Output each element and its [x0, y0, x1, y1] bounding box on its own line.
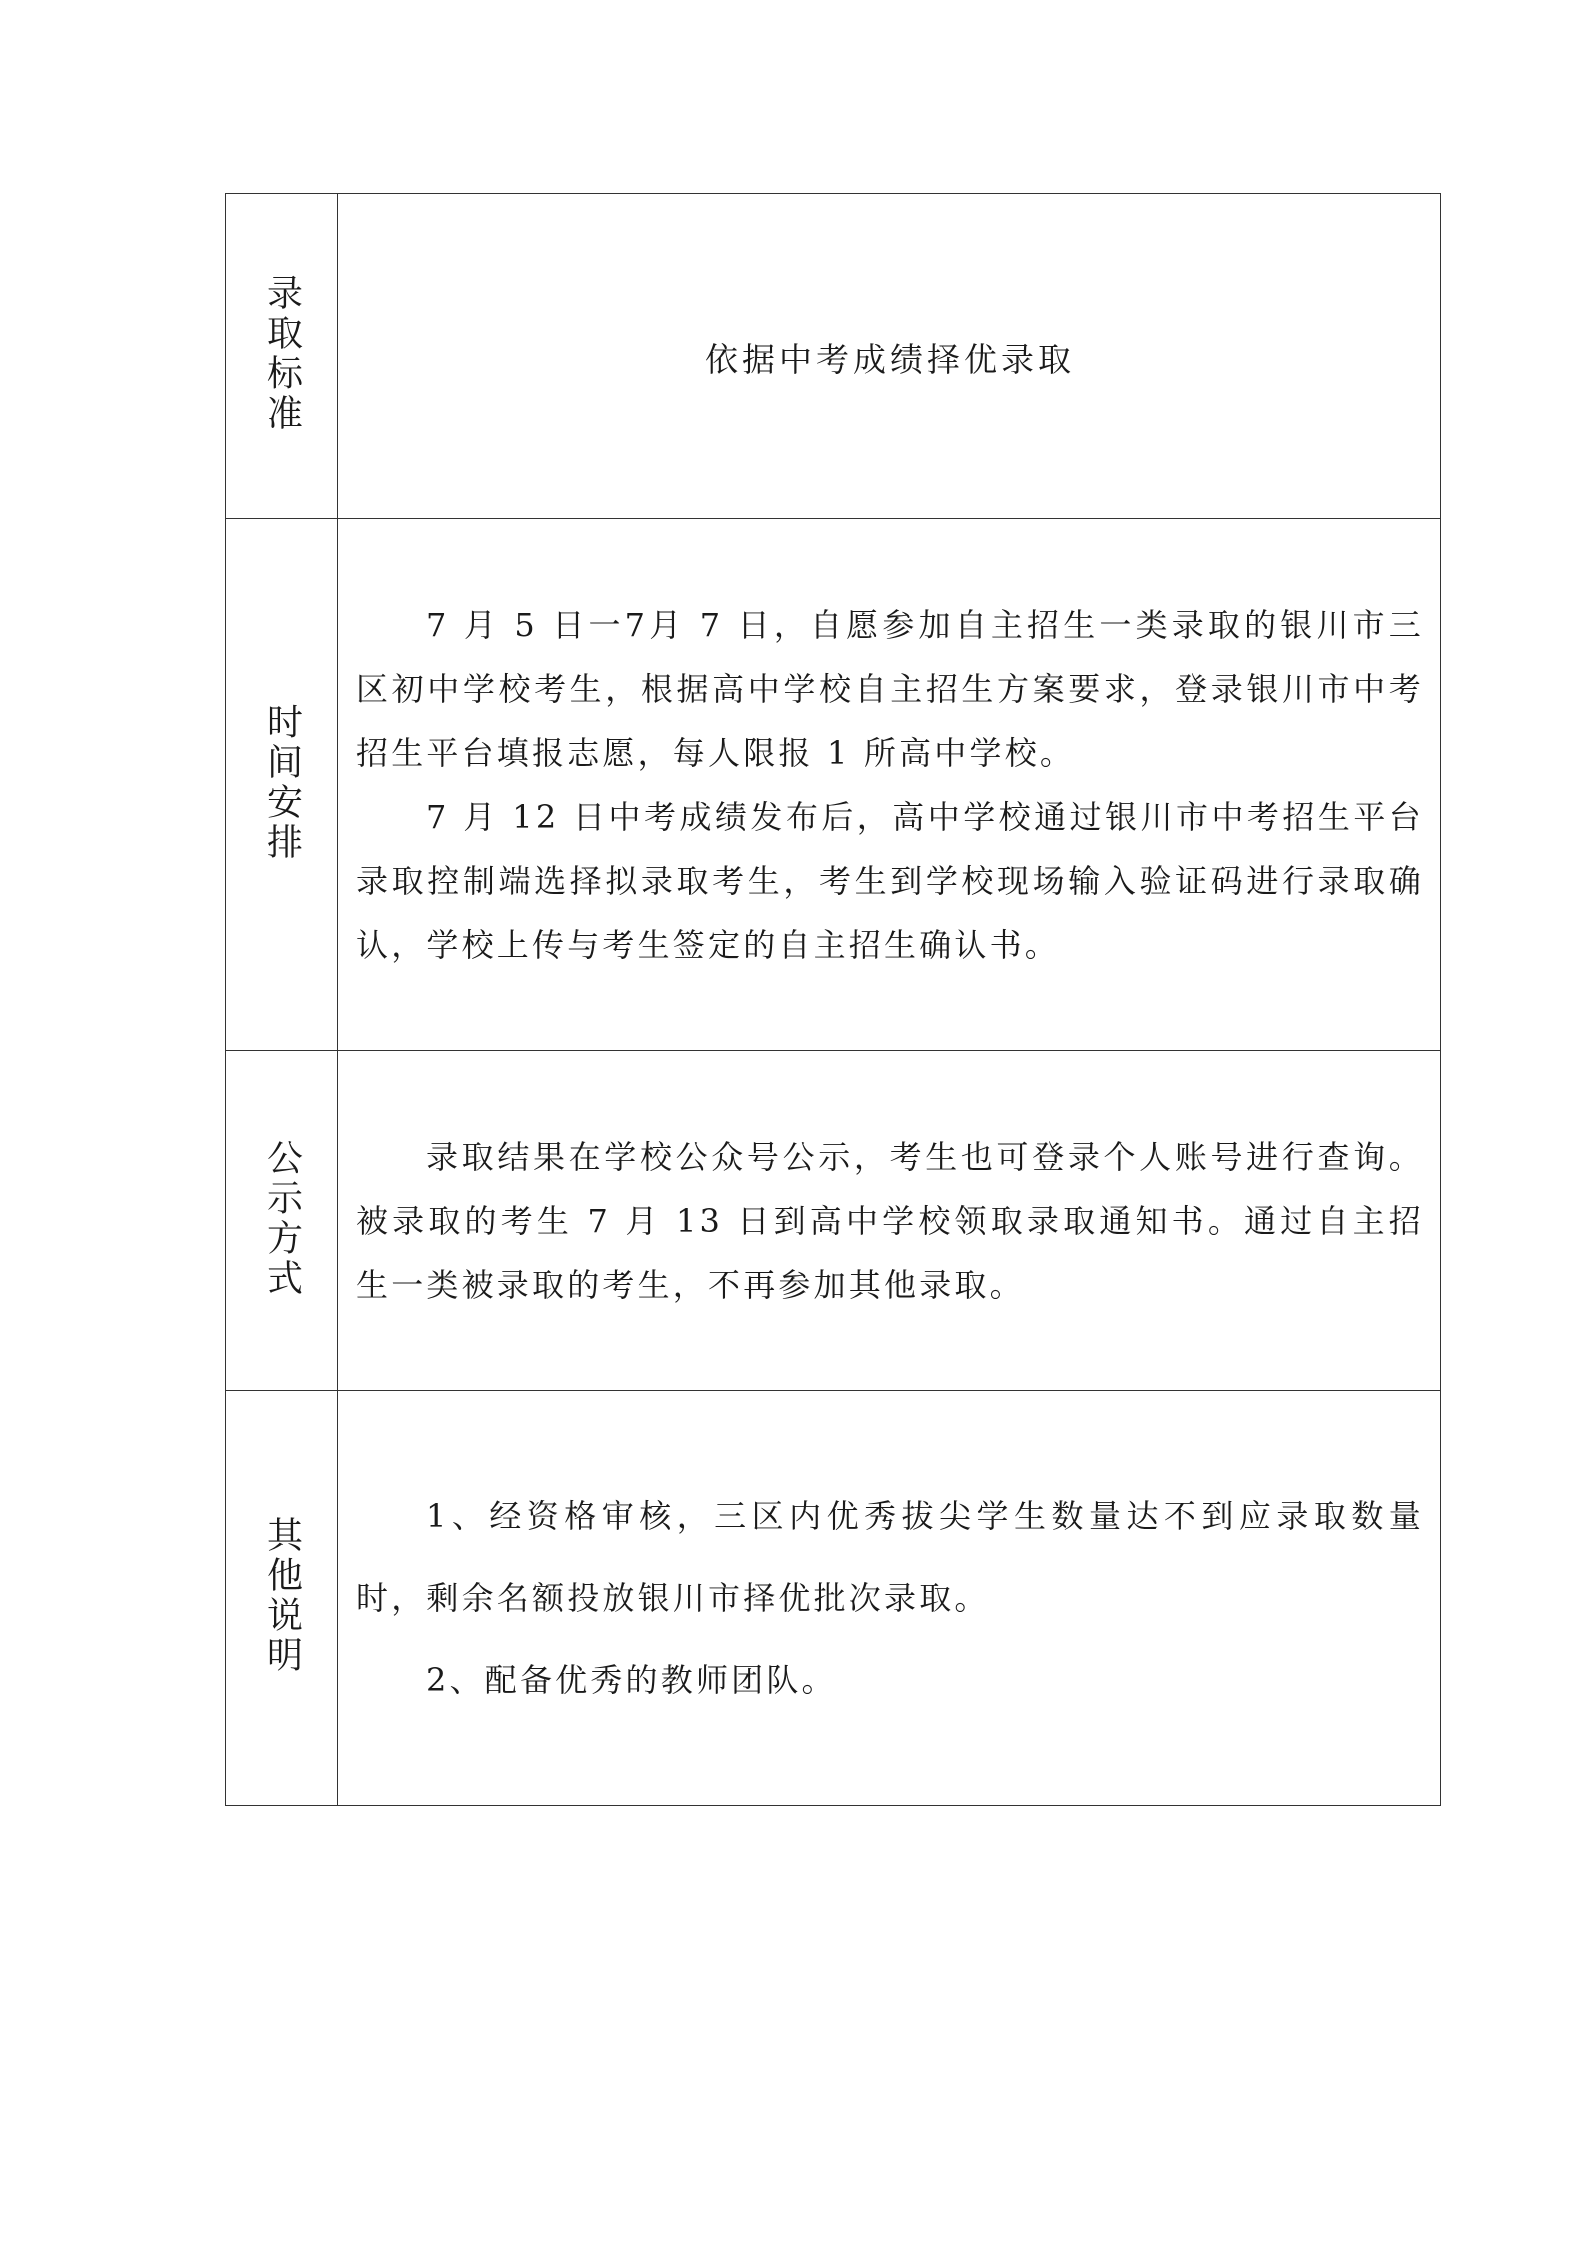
- row-content-cell: [338, 1051, 1441, 1391]
- row-content-cell: [338, 194, 1441, 519]
- row-label-notes: 其他说明: [261, 1516, 303, 1676]
- schedule-paragraph-1: 7 月 5 日一7月 7 日，自愿参加自主招生一类录取的银川市三区初中学校考生，根据高中学校自主招生方案要求，登录银川市中考招生平台填报志愿，每人限报 1 所高中学校。: [356, 605, 1424, 772]
- row-label-admission-standard: 录取标准: [261, 274, 303, 434]
- table-row-schedule: [226, 519, 1441, 1051]
- row-label-cell: [226, 194, 338, 519]
- row-content-cell: [338, 1391, 1441, 1806]
- notes-paragraph-2: 2、配备优秀的教师团队。: [426, 1661, 837, 1699]
- row-label-cell: [226, 519, 338, 1051]
- publicity-paragraph-1: 录取结果在学校公众号公示，考生也可登录个人账号进行查询。被录取的考生 7 月 13 日到高中学校领取录取通知书。通过自主招生一类被录取的考生，不再参加其他录取。: [356, 1137, 1424, 1304]
- row-label-cell: [226, 1051, 338, 1391]
- row-label-cell: [226, 1391, 338, 1806]
- row-content-cell: [338, 519, 1441, 1051]
- table-row-publicity: [226, 1051, 1441, 1391]
- notes-paragraph-1: 1、经资格审核，三区内优秀拔尖学生数量达不到应录取数量时，剩余名额投放银川市择优批次录取。: [356, 1497, 1424, 1617]
- admission-standard-text: 依据中考成绩择优录取: [705, 339, 1075, 379]
- schedule-paragraph-2: 7 月 12 日中考成绩发布后，高中学校通过银川市中考招生平台录取控制端选择拟录取考生，考生到学校现场输入验证码进行录取确认，学校上传与考生签定的自主招生确认书。: [356, 797, 1424, 964]
- row-label-schedule: 时间安排: [261, 702, 303, 863]
- row-label-publicity: 公示方式: [261, 1138, 303, 1299]
- table-row-admission-standard: [226, 194, 1441, 519]
- admission-info-table: [225, 193, 1441, 1806]
- table-row-notes: [226, 1391, 1441, 1806]
